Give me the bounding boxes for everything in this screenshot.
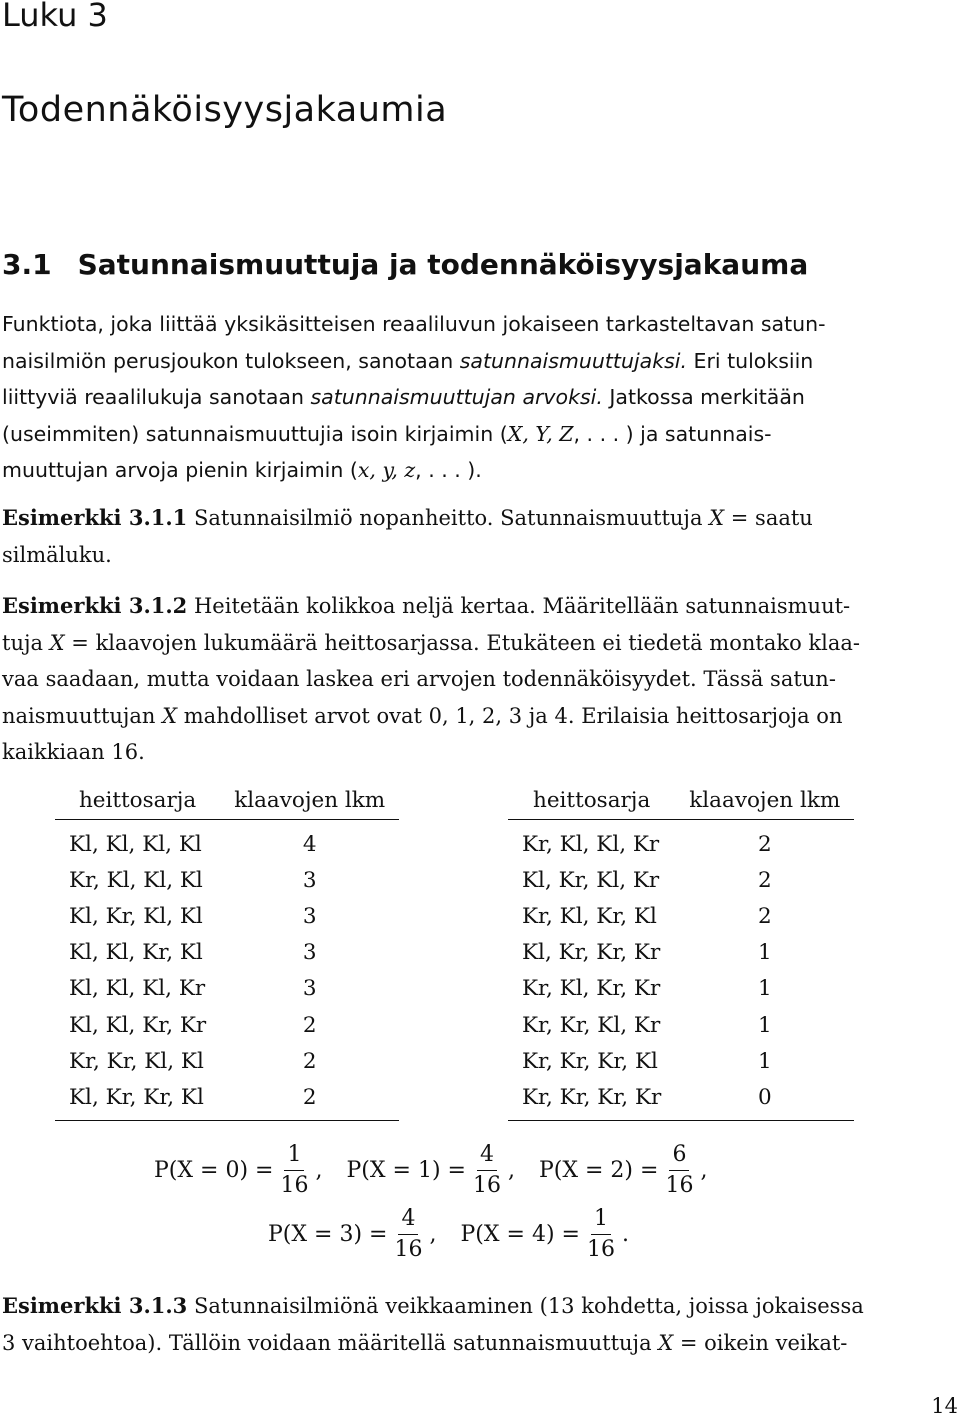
text-line: [2, 343, 958, 380]
numerator: 4: [398, 1204, 418, 1235]
text-span: naisilmiön perusjoukon tulokseen, sanotaan: [2, 348, 460, 373]
text-span: Jatkossa merkitään: [602, 385, 805, 409]
table-row: [55, 935, 399, 971]
separator: ,: [700, 1158, 708, 1183]
text-line: [2, 379, 958, 416]
table-row: [508, 971, 854, 1007]
table-row: [508, 862, 854, 898]
math-variable: X: [162, 703, 178, 728]
separator: ,: [507, 1158, 515, 1183]
text-line: [2, 1325, 958, 1362]
text-line: [2, 416, 958, 453]
text-line: [2, 588, 958, 625]
fraction: [584, 1204, 618, 1265]
text-span: 3 vaihtoehtoa). Tällöin voidaan määritellä satunnaismuuttuja: [2, 1330, 659, 1355]
probability-lhs: P(X = 3) =: [268, 1222, 388, 1247]
count-cell: 1: [757, 1048, 772, 1074]
fraction: [391, 1204, 425, 1265]
text-line: [2, 500, 958, 537]
text-span: Satunnaisilmiö nopanheitto. Satunnaismuuttuja: [187, 506, 710, 530]
text-line: Funktiota, joka liittää yksikäsitteisen reaaliluvun jokaiseen tarkasteltavan satun-: [2, 312, 826, 336]
count-cell: 4: [302, 831, 317, 857]
text-span: Satunnaisilmiönä veikkaaminen (13 kohdetta, joissa jokaisessa: [187, 1294, 864, 1318]
intro-paragraph: [2, 306, 958, 489]
text-span: = oikein veikat-: [673, 1330, 848, 1355]
text-span: mahdolliset arvot ovat 0, 1, 2, 3 ja 4. Erilaisia heittosarjoja on: [177, 703, 843, 728]
numerator: 6: [669, 1140, 689, 1171]
text-span: Eri tuloksiin: [686, 348, 814, 373]
denominator: 16: [280, 1173, 309, 1198]
example-3-1-2: [2, 588, 958, 771]
example-3-1-1: [2, 500, 958, 573]
math-variable: X: [49, 630, 65, 655]
probability-row-1: [154, 1140, 707, 1201]
math-variables: X, Y, Z: [507, 421, 574, 446]
denominator: 16: [472, 1173, 501, 1198]
term-arvo: satunnaismuuttujan arvoksi.: [310, 385, 603, 409]
chapter-number: Luku 3: [2, 0, 108, 34]
count-cell: 3: [302, 976, 317, 1002]
probability-lhs: P(X = 2) =: [538, 1158, 659, 1183]
count-cell: 2: [220, 1079, 399, 1120]
sequence-cell: Kr, Kl, Kr, Kl: [522, 903, 657, 929]
sequence-cell: Kr, Kr, Kr, Kr: [508, 1079, 675, 1120]
sequence-cell: Kr, Kr, Kl, Kr: [522, 1012, 661, 1038]
text-span: = saatu: [724, 506, 813, 530]
count-cell: 1: [757, 940, 772, 966]
count-cell: 2: [302, 1048, 317, 1074]
text-span: Heitetään kolikkoa neljä kertaa. Määritellään satunnaismuut-: [187, 594, 851, 618]
sequence-cell: Kr, Kl, Kl, Kl: [69, 867, 203, 893]
column-header-count: klaavojen lkm: [675, 786, 854, 820]
chapter-title: Todennäköisyysjakaumia: [2, 90, 448, 130]
text-line: vaa saadaan, mutta voidaan laskea eri arvojen todennäköisyydet. Tässä satun-: [2, 667, 836, 691]
sequence-cell: Kr, Kr, Kl, Kl: [69, 1048, 204, 1074]
sequence-cell: Kl, Kl, Kl, Kr: [69, 976, 206, 1002]
count-cell: 0: [675, 1079, 854, 1120]
sequence-cell: Kl, Kr, Kl, Kr: [522, 867, 660, 893]
term-satunnaismuuttuja: satunnaismuuttujaksi.: [459, 348, 687, 373]
numerator: 4: [477, 1140, 497, 1171]
separator: .: [621, 1222, 629, 1247]
probability-lhs: P(X = 0) =: [154, 1158, 274, 1183]
text-line: [2, 698, 958, 735]
column-header-sequence: heittosarja: [55, 786, 220, 820]
count-cell: 3: [302, 867, 317, 893]
text-line: kaikkiaan 16.: [2, 740, 145, 764]
numerator: 1: [284, 1140, 304, 1171]
text-span: naismuuttujan: [2, 703, 163, 728]
example-label: Esimerkki 3.1.3: [2, 1293, 188, 1318]
math-variable: X: [658, 1330, 674, 1355]
text-line: [2, 1288, 958, 1325]
fraction: [470, 1140, 504, 1201]
section-number: 3.1: [2, 248, 52, 281]
text-line: [2, 452, 958, 489]
example-label: Esimerkki 3.1.1: [2, 505, 188, 530]
count-cell: 2: [757, 867, 772, 893]
example-3-1-3: [2, 1288, 958, 1361]
denominator: 16: [586, 1237, 615, 1262]
text-line: silmäluku.: [2, 542, 112, 567]
sequence-cell: Kl, Kl, Kr, Kl: [69, 940, 203, 966]
probability-row-2: [268, 1204, 629, 1265]
table-header-row: [508, 786, 854, 820]
table-row: [55, 862, 399, 898]
count-cell: 2: [757, 903, 772, 929]
page-number: 14: [931, 1394, 958, 1418]
toss-table-right: [508, 786, 854, 1121]
text-line: [2, 625, 958, 662]
text-span: = klaavojen lukumäärä heittosarjassa. Etukäteen ei tiedetä montako klaa-: [64, 630, 860, 655]
text-span: , . . . ).: [415, 458, 482, 482]
probability-lhs: P(X = 1) =: [346, 1158, 466, 1183]
table-row: [508, 898, 854, 934]
section-heading: [2, 248, 808, 281]
table-row: [55, 1079, 399, 1120]
fraction: [277, 1140, 311, 1201]
sequence-cell: Kl, Kr, Kl, Kl: [69, 903, 203, 929]
text-span: muuttujan arvoja pienin kirjaimin (: [2, 458, 358, 482]
count-cell: 1: [757, 1012, 772, 1038]
table-row: [508, 935, 854, 971]
table-row: [55, 898, 399, 934]
numerator: 1: [591, 1204, 611, 1235]
example-label: Esimerkki 3.1.2: [2, 593, 188, 618]
math-variable: X: [709, 506, 725, 530]
denominator: 16: [394, 1237, 423, 1262]
table-row: [508, 1043, 854, 1079]
section-title: Satunnaismuuttuja ja todennäköisyysjakauma: [77, 248, 809, 281]
toss-table-left: [55, 786, 399, 1121]
table-row: [508, 1079, 854, 1120]
text-span: tuja: [2, 630, 50, 655]
sequence-cell: Kr, Kl, Kr, Kr: [522, 976, 661, 1002]
sequence-cell: Kl, Kr, Kr, Kl: [55, 1079, 220, 1120]
table-row: [55, 1043, 399, 1079]
sequence-cell: Kl, Kl, Kl, Kl: [69, 831, 202, 857]
table-row: [55, 1007, 399, 1043]
table-row: [508, 820, 854, 863]
fraction: [662, 1140, 696, 1201]
table-header-row: [55, 786, 399, 820]
column-header-count: klaavojen lkm: [220, 786, 399, 820]
separator: ,: [429, 1222, 437, 1247]
count-cell: 2: [757, 831, 772, 857]
sequence-cell: Kl, Kr, Kr, Kr: [522, 940, 661, 966]
count-cell: 3: [302, 940, 317, 966]
table-row: [55, 820, 399, 863]
column-header-sequence: heittosarja: [508, 786, 675, 820]
sequence-cell: Kl, Kl, Kr, Kr: [69, 1012, 207, 1038]
math-variables: x, y, z: [357, 458, 416, 482]
probability-lhs: P(X = 4) =: [460, 1222, 580, 1247]
sequence-cell: Kr, Kl, Kl, Kr: [522, 831, 660, 857]
text-span: (useimmiten) satunnaismuuttujia isoin kirjaimin (: [2, 421, 508, 446]
table-row: [508, 1007, 854, 1043]
denominator: 16: [665, 1173, 694, 1198]
text-span: , . . . ) ja satunnais-: [573, 421, 772, 446]
sequence-cell: Kr, Kr, Kr, Kl: [522, 1048, 658, 1074]
count-cell: 3: [302, 903, 317, 929]
count-cell: 2: [302, 1012, 317, 1038]
text-span: liittyviä reaalilukuja sanotaan: [2, 385, 311, 409]
table-row: [55, 971, 399, 1007]
separator: ,: [315, 1158, 323, 1183]
count-cell: 1: [757, 976, 772, 1002]
